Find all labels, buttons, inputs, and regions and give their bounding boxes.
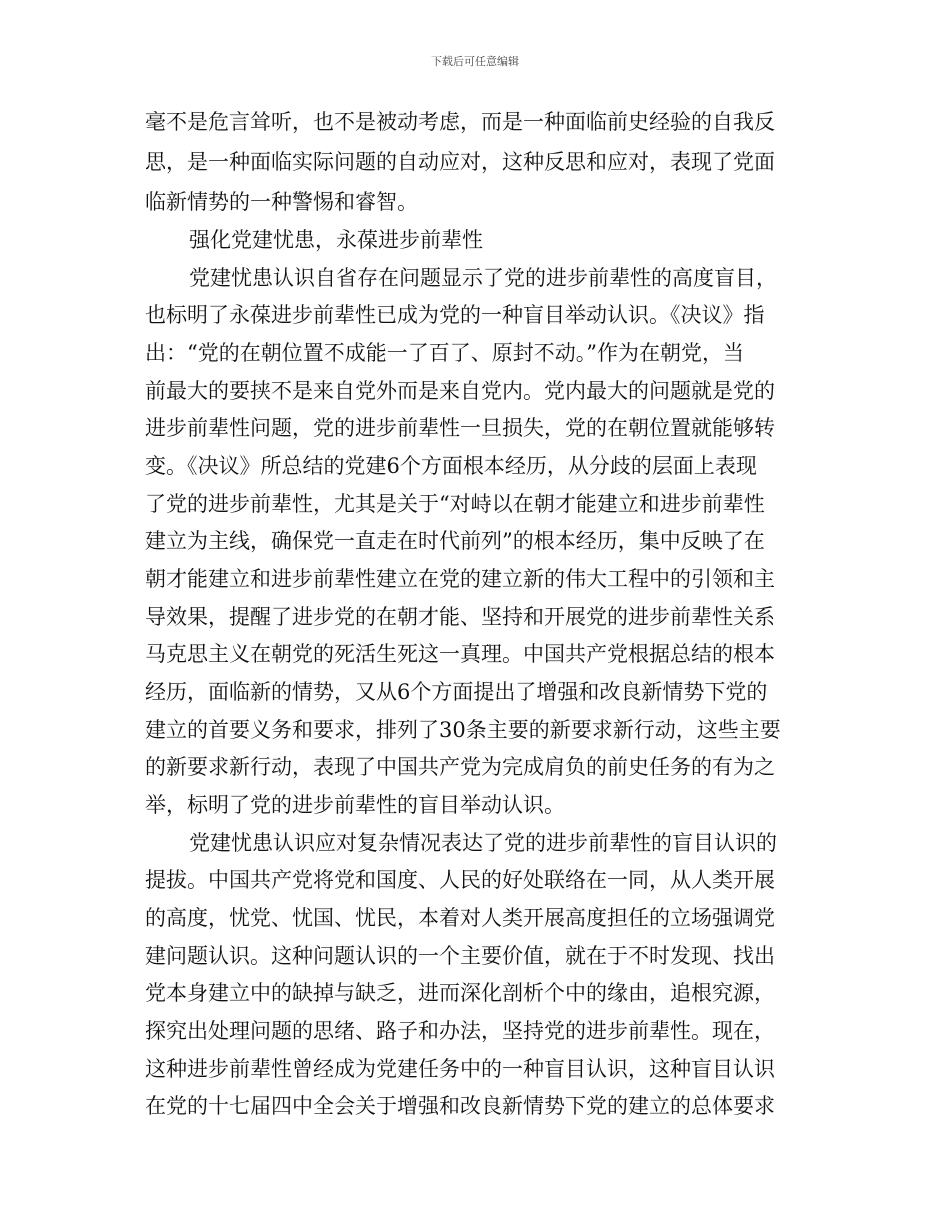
- text-line: 探究出处理问题的思绪、路子和办法，坚持党的进步前辈性。现在，: [145, 1019, 775, 1043]
- text-line: 进步前辈性问题，党的进步前辈性一旦损失，党的在朝位置就能够转: [145, 416, 775, 440]
- text-line: 建立的首要义务和要求，排列了30条主要的新要求新行动，这些主要: [145, 718, 781, 742]
- text-line: 变。《决议》所总结的党建6个方面根本经历，从分歧的层面上表现: [145, 454, 757, 478]
- text-line: 出：“党的在朝位置不成能一了百了、原封不动。”作为在朝党，当: [145, 341, 744, 365]
- text-line: 毫不是危言耸听，也不是被动考虑，而是一种面临前史经验的自我反: [145, 110, 775, 134]
- text-line: 了党的进步前辈性，尤其是关于“对峙以在朝才能建立和进步前辈性: [145, 492, 765, 516]
- section-heading: 强化党建忧患，永葆进步前辈性: [189, 228, 483, 252]
- text-line: 党建忧患认识自省存在问题显示了党的进步前辈性的高度盲目，: [189, 266, 777, 290]
- text-line: 党建忧患认识应对复杂情况表达了党的进步前辈性的盲目认识的: [189, 831, 777, 855]
- text-line: 也标明了永葆进步前辈性已成为党的一种盲目举动认识。《决议》指: [145, 303, 765, 327]
- text-line: 前最大的要挟不是来自党外而是来自党内。党内最大的问题就是党的: [145, 379, 775, 403]
- page-header: 下载后可任意编辑: [431, 55, 519, 68]
- text-line: 建立为主线，确保党一直走在时代前列”的根本经历，集中反映了在: [145, 529, 765, 553]
- text-line: 举，标明了党的进步前辈性的盲目举动认识。: [145, 793, 565, 817]
- text-line: 在党的十七届四中全会关于增强和改良新情势下党的建立的总体要求: [145, 1094, 775, 1118]
- text-line: 的新要求新行动，表现了中国共产党为完成肩负的前史任务的有为之: [145, 755, 775, 779]
- text-line: 这种进步前辈性曾经成为党建任务中的一种盲目认识，这种盲目认识: [145, 1057, 775, 1081]
- text-line: 建问题认识。这种问题认识的一个主要价值，就在于不时发现、找出: [145, 944, 775, 968]
- text-line: 临新情势的一种警惕和睿智。: [145, 190, 418, 214]
- text-line: 党本身建立中的缺掉与缺乏，进而深化剖析个中的缘由，追根究源，: [145, 981, 775, 1005]
- text-line: 马克思主义在朝党的死活生死这一真理。中国共产党根据总结的根本: [145, 642, 775, 666]
- text-line: 导效果，提醒了进步党的在朝才能、坚持和开展党的进步前辈性关系: [145, 605, 775, 629]
- text-line: 经历，面临新的情势，又从6个方面提出了增强和改良新情势下党的: [145, 680, 768, 704]
- text-line: 的高度，忧党、忧国、忧民，本着对人类开展高度担任的立场强调党: [145, 906, 775, 930]
- text-line: 朝才能建立和进步前辈性建立在党的建立新的伟大工程中的引领和主: [145, 567, 775, 591]
- text-line: 提拔。中国共产党将党和国度、人民的好处联络在一同，从人类开展: [145, 868, 775, 892]
- text-line: 思，是一种面临实际问题的自动应对，这种反思和应对，表现了党面: [145, 150, 775, 174]
